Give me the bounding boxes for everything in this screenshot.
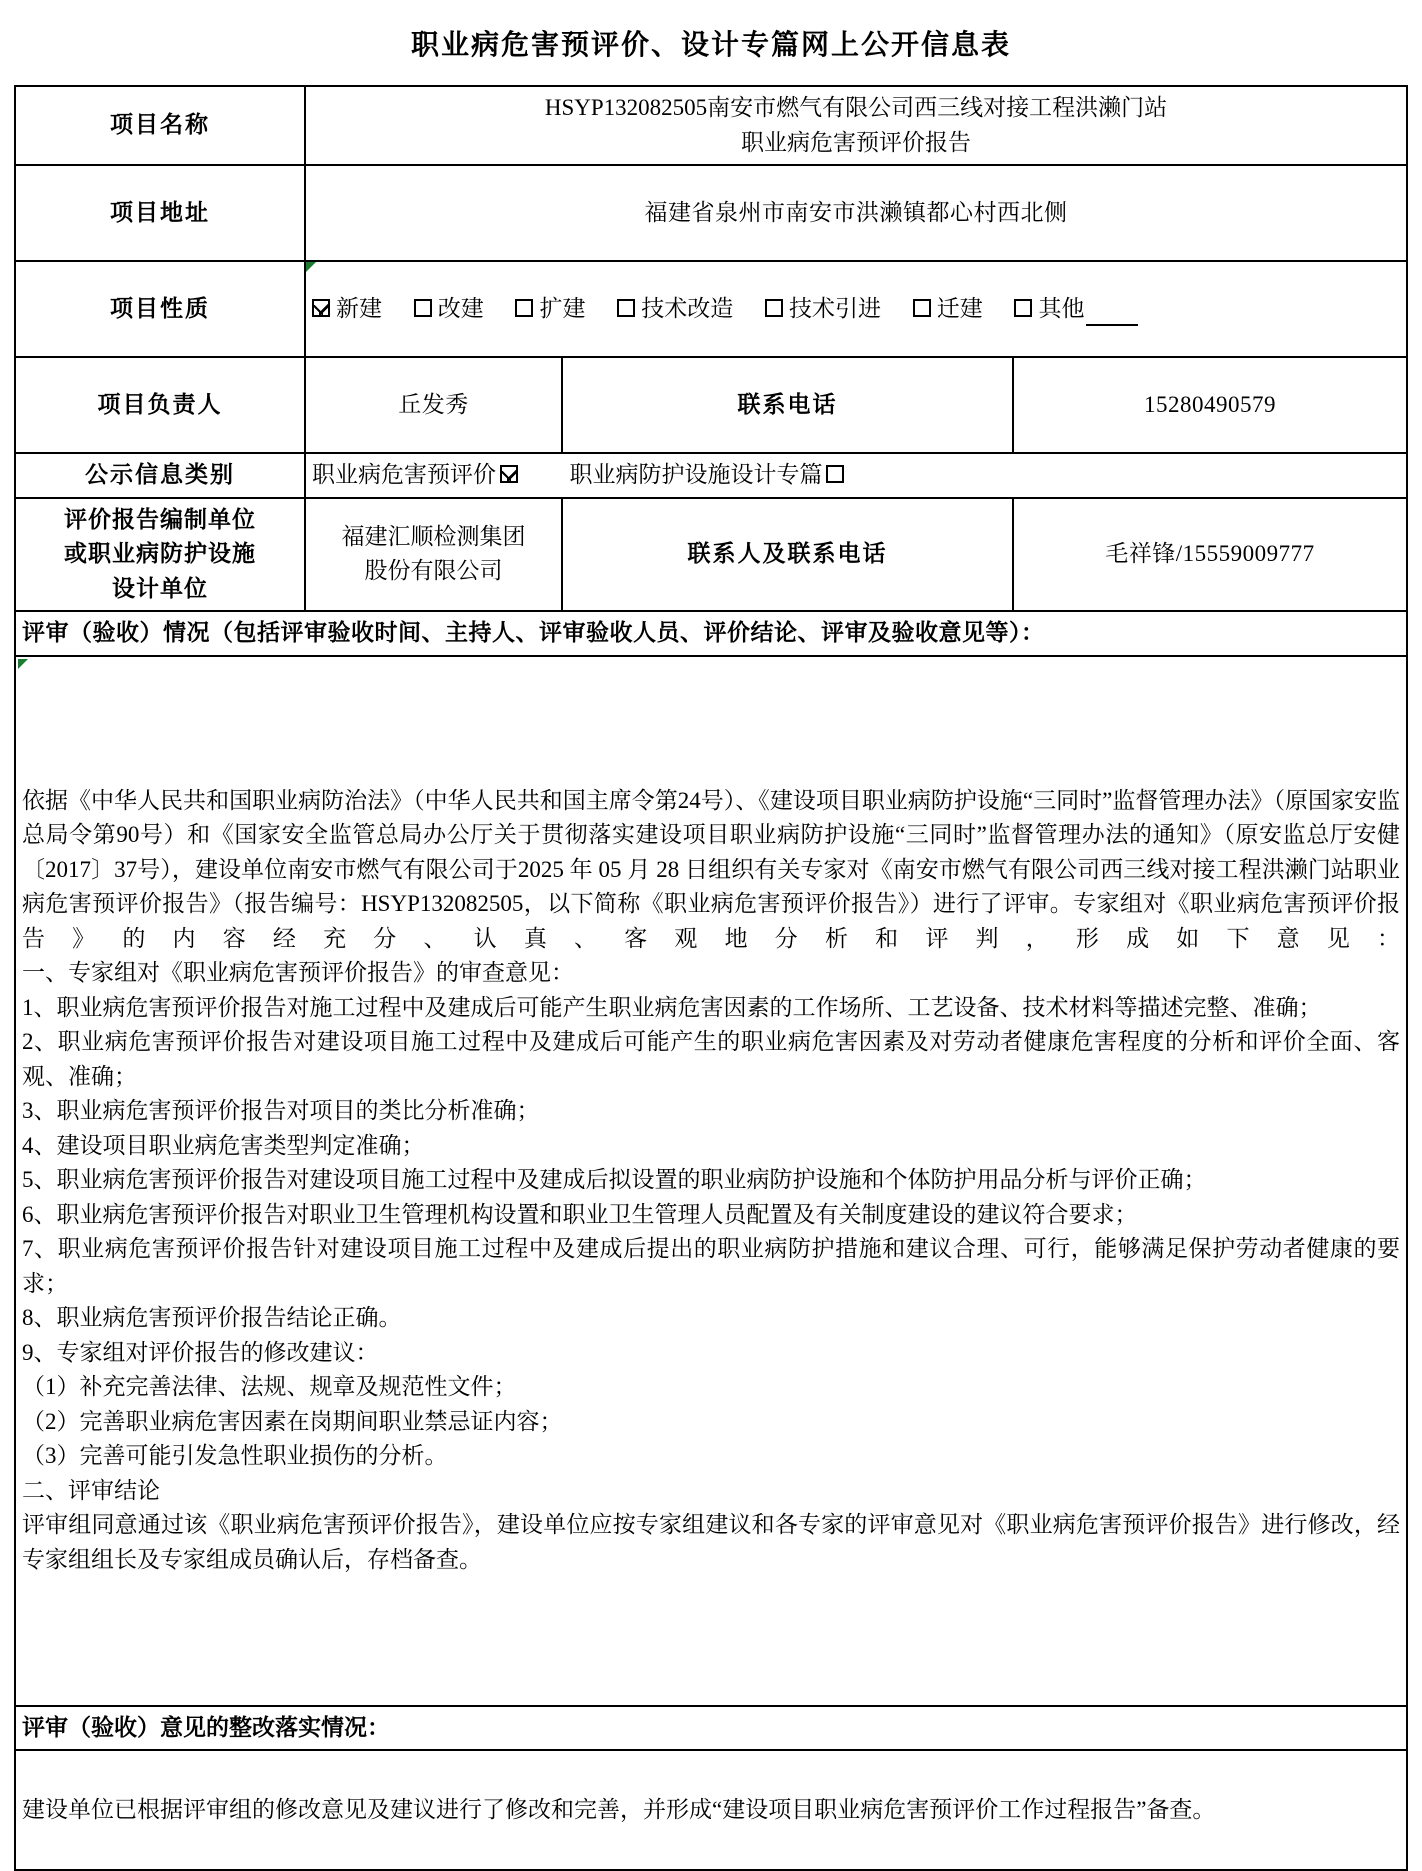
review-paragraph: 1、职业病危害预评价报告对施工过程中及建成后可能产生职业病危害因素的工作场所、工艺设备、技术材料等描述完整、准确； <box>21 994 1322 1020</box>
rectification-section-body: 建设单位已根据评审组的修改意见及建议进行了修改和完善，并形成“建设项目职业病危害预评价工作过程报告”备查。 <box>15 1750 1407 1870</box>
nature-option-tech-import[interactable] <box>765 292 881 327</box>
checkbox-icon[interactable] <box>765 299 783 317</box>
review-paragraph: （2）完善职业病危害因素在岗期间职业禁忌证内容； <box>21 1408 563 1434</box>
preparer-unit-label-line-2: 或职业病防护设施 <box>63 541 256 566</box>
checkbox-checked-icon[interactable] <box>312 299 330 317</box>
project-address-label: 项目地址 <box>15 165 305 261</box>
nature-option-label: 新建 <box>335 295 382 321</box>
nature-option-label: 迁建 <box>936 295 983 321</box>
review-paragraph: 5、职业病危害预评价报告对建设项目施工过程中及建成后拟设置的职业病防护设施和个体防护用品分析与评价正确； <box>21 1167 1207 1193</box>
preparer-unit-label <box>15 498 305 612</box>
nature-option-other[interactable] <box>1014 292 1138 327</box>
table-row-project-name <box>15 86 1407 165</box>
review-paragraph: （1）补充完善法律、法规、规章及规范性文件； <box>21 1374 517 1400</box>
table-row-publicity-type <box>15 453 1407 498</box>
contact-person-value: 毛祥锋/15559009777 <box>1013 498 1407 612</box>
nature-option-label: 技术引进 <box>788 295 881 321</box>
review-paragraph: 9、专家组对评价报告的修改建议： <box>21 1339 379 1365</box>
publicity-option-label: 职业病危害预评价 <box>311 462 496 487</box>
review-paragraph: 二、评审结论 <box>21 1477 160 1503</box>
rectification-section-heading: 评审（验收）意见的整改落实情况： <box>15 1706 1407 1751</box>
preparer-unit-value-line-2: 股份有限公司 <box>364 558 503 584</box>
publicity-type-label: 公示信息类别 <box>15 453 305 498</box>
review-paragraph: 2、职业病危害预评价报告对建设项目施工过程中及建成后可能产生的职业病危害因素及对劳动者健康危害程度的分析和评价全面、客观、准确； <box>21 1029 1401 1089</box>
project-leader-value: 丘发秀 <box>305 357 562 453</box>
table-row-review-body <box>15 656 1407 1706</box>
preparer-unit-value <box>305 498 562 612</box>
project-nature-options <box>305 261 1407 357</box>
publicity-option-preassessment[interactable] <box>312 458 518 493</box>
comment-marker-icon <box>306 262 316 272</box>
table-row-preparer-unit <box>15 498 1407 612</box>
project-name-line-1: HSYP132082505南安市燃气有限公司西三线对接工程洪濑门站 <box>544 95 1168 120</box>
table-row-project-address <box>15 165 1407 261</box>
project-address-value: 福建省泉州市南安市洪濑镇都心村西北侧 <box>305 165 1407 261</box>
review-paragraph: 4、建设项目职业病危害类型判定准确； <box>21 1132 425 1158</box>
nature-option-label: 其他 <box>1038 295 1085 321</box>
preparer-unit-label-line-1: 评价报告编制单位 <box>63 506 256 532</box>
preparer-unit-value-line-1: 福建汇顺检测集团 <box>341 523 526 549</box>
checkbox-icon[interactable] <box>515 299 533 317</box>
nature-option-label: 技术改造 <box>641 295 734 321</box>
page-title: 职业病危害预评价、设计专篇网上公开信息表 <box>410 30 1011 61</box>
comment-marker-icon <box>18 659 28 669</box>
nature-option-new[interactable] <box>312 292 382 327</box>
contact-phone-label: 联系电话 <box>562 357 1013 453</box>
project-name-label: 项目名称 <box>15 86 305 165</box>
publicity-option-label: 职业病防护设施设计专篇 <box>569 462 823 487</box>
nature-option-expansion[interactable] <box>515 292 585 327</box>
table-row-rectification-body <box>15 1750 1407 1870</box>
nature-option-label: 扩建 <box>539 295 586 321</box>
publicity-type-options <box>305 453 1407 498</box>
review-paragraph: 一、专家组对《职业病危害预评价报告》的审查意见： <box>21 960 574 986</box>
checkbox-icon[interactable] <box>826 465 844 483</box>
review-paragraph: （3）完善可能引发急性职业损伤的分析。 <box>21 1443 448 1469</box>
publicity-option-design-chapter[interactable] <box>569 458 844 493</box>
table-row-review-heading <box>15 611 1407 656</box>
checkbox-icon[interactable] <box>414 299 432 317</box>
preparer-unit-label-line-3: 设计单位 <box>111 575 208 601</box>
project-nature-label: 项目性质 <box>15 261 305 357</box>
nature-option-tech-upgrade[interactable] <box>617 292 733 327</box>
review-paragraph: 评审组同意通过该《职业病危害预评价报告》，建设单位应按专家组建议和各专家的评审意见对《职业病危害预评价报告》进行修改，经专家组组长及专家组成员确认后，存档备查。 <box>21 1512 1401 1572</box>
contact-phone-value: 15280490579 <box>1013 357 1407 453</box>
checkbox-checked-icon[interactable] <box>500 465 518 483</box>
review-paragraph: 6、职业病危害预评价报告对职业卫生管理机构设置和职业卫生管理人员配置及有关制度建设的建议符合要求； <box>21 1201 1138 1227</box>
review-section-heading: 评审（验收）情况（包括评审验收时间、主持人、评审验收人员、评价结论、评审及验收意见等）： <box>15 611 1407 656</box>
public-information-table <box>14 85 1408 1871</box>
review-section-body <box>15 656 1407 1706</box>
project-leader-label: 项目负责人 <box>15 357 305 453</box>
nature-option-label: 改建 <box>437 295 484 321</box>
checkbox-icon[interactable] <box>913 299 931 317</box>
table-row-project-nature <box>15 261 1407 357</box>
project-name-value <box>305 86 1407 165</box>
checkbox-icon[interactable] <box>617 299 635 317</box>
nature-option-renovation[interactable] <box>414 292 484 327</box>
review-paragraph: 7、职业病危害预评价报告针对建设项目施工过程中及建成后提出的职业病防护措施和建议合理、可行，能够满足保护劳动者健康的要求； <box>21 1236 1401 1296</box>
contact-person-label: 联系人及联系电话 <box>562 498 1013 612</box>
checkbox-icon[interactable] <box>1014 299 1032 317</box>
table-row-rectification-heading <box>15 1706 1407 1751</box>
review-paragraph: 8、职业病危害预评价报告结论正确。 <box>21 1305 402 1331</box>
review-paragraph: 3、职业病危害预评价报告对项目的类比分析准确； <box>21 1098 540 1124</box>
nature-option-relocation[interactable] <box>913 292 983 327</box>
table-row-project-leader <box>15 357 1407 453</box>
project-name-line-2: 职业病危害预评价报告 <box>741 129 971 155</box>
other-fill-in-blank[interactable] <box>1086 306 1138 326</box>
review-paragraph: 依据《中华人民共和国职业病防治法》（中华人民共和国主席令第24号）、《建设项目职业病防护设施“三同时”监督管理办法》（原国家安监总局令第90号）和《国家安全监管总局办公厅关于贯彻落实建设项目职业病防护设施“三同时”监督管理办法的通知》（原安监总厅安健〔2017〕37号），建设单位南安市燃气有限公司于2025 年 05 月 28 日组织有关专家对《南安市燃气有限公司西三线对接工程洪濑门站职业病危害预评价报告》（报告编号：HSYP132082505，以下简称《职业病危害预评价报告》）进行了评审。专家组对《职业病危害预评价报告》的内容经充分、认真、客观地分析和评判，形成如下意见： <box>21 787 1401 951</box>
